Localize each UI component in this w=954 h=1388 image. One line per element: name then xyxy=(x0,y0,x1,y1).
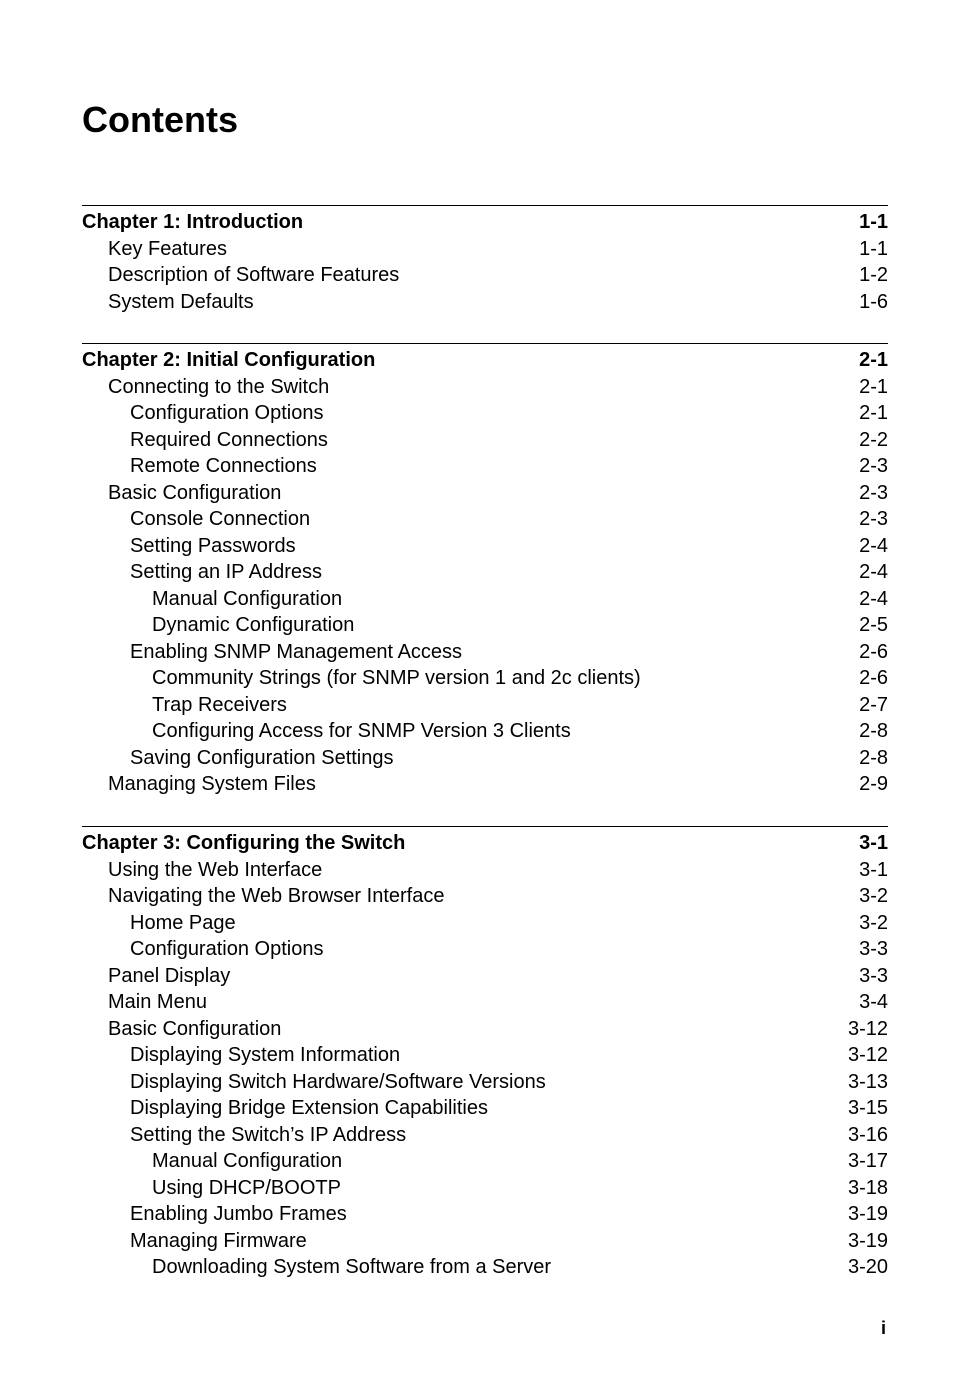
toc-page-ref: 2-3 xyxy=(859,481,888,504)
toc-page-ref: 3-1 xyxy=(859,858,888,881)
toc-page-ref: 3-3 xyxy=(859,938,888,960)
toc-entry-text: Home Page xyxy=(130,911,236,934)
toc-entry-text: Connecting to the Switch xyxy=(108,375,330,398)
toc-entry-text: Using DHCP/BOOTP xyxy=(152,1176,341,1199)
toc-entry-text: Key Features xyxy=(108,237,227,260)
toc-page-ref: 1-1 xyxy=(859,211,888,233)
toc-entry[interactable] xyxy=(82,883,888,910)
toc-page-ref: 3-20 xyxy=(847,1256,888,1278)
toc-entry-text: System Defaults xyxy=(108,290,254,313)
toc-entry-text: Configuration Options xyxy=(130,938,324,960)
page-title: Contents xyxy=(82,99,238,140)
toc-entry[interactable] xyxy=(82,1016,888,1043)
toc-page-ref: 2-7 xyxy=(859,693,888,716)
toc-entry[interactable] xyxy=(82,745,888,772)
toc-entry-text: Panel Display xyxy=(108,964,231,987)
toc-entry[interactable] xyxy=(82,533,888,560)
toc-heading-text: Chapter 2: Initial Configuration xyxy=(82,349,376,371)
toc-entry-text: Managing Firmware xyxy=(130,1229,307,1252)
toc-entry[interactable] xyxy=(82,936,888,963)
toc-entry-text: Setting Passwords xyxy=(130,534,296,557)
toc-entry[interactable] xyxy=(82,262,888,289)
toc-entry[interactable] xyxy=(82,1228,888,1255)
toc-page-ref: 2-3 xyxy=(859,455,888,477)
toc-entry[interactable] xyxy=(82,639,888,666)
toc-entry[interactable] xyxy=(82,1201,888,1228)
toc-page-ref: 2-1 xyxy=(859,402,888,424)
chapter-1-section xyxy=(82,205,888,315)
toc-page-ref: 3-16 xyxy=(847,1123,888,1146)
chapter-3-section xyxy=(82,826,888,1281)
toc-page-ref: 2-8 xyxy=(859,720,888,742)
toc-entry[interactable] xyxy=(82,963,888,990)
toc-entry-text: Configuring Access for SNMP Version 3 Clients xyxy=(152,720,571,742)
toc-entry-text: Downloading System Software from a Server xyxy=(152,1256,552,1278)
toc-entry-text: Managing System Files xyxy=(108,773,316,795)
toc-entry-text: Configuration Options xyxy=(130,402,324,424)
chapter-2-section xyxy=(82,343,888,798)
toc-entry-text: Saving Configuration Settings xyxy=(130,746,394,769)
toc-entry[interactable] xyxy=(82,559,888,586)
toc-entry-text: Setting an IP Address xyxy=(130,561,322,583)
toc-page-ref: 1-6 xyxy=(859,290,888,313)
toc-page-ref: 2-4 xyxy=(859,534,888,557)
page-number: i xyxy=(880,1318,886,1338)
toc-entry[interactable] xyxy=(82,289,888,316)
toc-chapter-heading[interactable] xyxy=(82,209,888,236)
toc-entry-text: Displaying Switch Hardware/Software Versions xyxy=(130,1070,546,1093)
toc-page-ref: 2-2 xyxy=(859,428,888,451)
toc-entry-text: Required Connections xyxy=(130,428,328,451)
toc-entry[interactable] xyxy=(82,857,888,884)
toc-entry[interactable] xyxy=(82,1122,888,1149)
toc-heading-text: Chapter 1: Introduction xyxy=(82,211,304,233)
toc-page-ref: 3-2 xyxy=(859,911,888,934)
toc-page-ref: 3-17 xyxy=(847,1150,888,1172)
toc-entry-text: Trap Receivers xyxy=(152,693,287,716)
toc-entry-text: Manual Configuration xyxy=(152,587,343,610)
toc-page-ref: 2-1 xyxy=(859,349,888,371)
toc-entry-text: Enabling Jumbo Frames xyxy=(130,1203,347,1225)
toc-page-ref: 1-1 xyxy=(859,237,888,260)
toc-entry[interactable] xyxy=(82,236,888,263)
toc-entry[interactable] xyxy=(82,1095,888,1122)
toc-entry[interactable] xyxy=(82,692,888,719)
toc-page-ref: 3-19 xyxy=(847,1229,888,1252)
toc-entry[interactable] xyxy=(82,427,888,454)
toc-entry-text: Setting the Switch’s IP Address xyxy=(130,1123,407,1146)
toc-entry-text: Using the Web Interface xyxy=(108,858,323,881)
toc-entry-text: Basic Configuration xyxy=(108,481,282,504)
toc-entry-text: Remote Connections xyxy=(130,455,317,477)
toc-entry[interactable] xyxy=(82,1148,888,1175)
toc-page-ref: 1-2 xyxy=(859,264,888,286)
toc-page-ref: 3-2 xyxy=(859,885,888,907)
toc-heading-text: Chapter 3: Configuring the Switch xyxy=(82,832,406,854)
toc-entry-text: Displaying Bridge Extension Capabilities xyxy=(130,1097,488,1119)
toc-entry-text: Navigating the Web Browser Interface xyxy=(108,885,445,907)
toc-entry[interactable] xyxy=(82,1042,888,1069)
toc-page-ref: 2-8 xyxy=(859,746,888,769)
toc-entry[interactable] xyxy=(82,1254,888,1281)
toc-entry[interactable] xyxy=(82,374,888,401)
toc-chapter-heading[interactable] xyxy=(82,347,888,374)
toc-entry[interactable] xyxy=(82,400,888,427)
toc-page-ref: 2-4 xyxy=(859,587,888,610)
toc-entry[interactable] xyxy=(82,989,888,1016)
toc-entry[interactable] xyxy=(82,771,888,798)
toc-page-ref: 3-3 xyxy=(859,964,888,987)
toc-entry[interactable] xyxy=(82,1069,888,1096)
toc-entry-text: Manual Configuration xyxy=(152,1150,343,1172)
toc-entry-text: Community Strings (for SNMP version 1 and 2c clients) xyxy=(152,667,641,689)
toc-entry-text: Console Connection xyxy=(130,508,311,530)
toc-page-ref: 3-1 xyxy=(859,832,888,854)
toc-page-ref: 3-12 xyxy=(847,1017,888,1040)
toc-entry[interactable] xyxy=(82,480,888,507)
toc-page-ref: 3-15 xyxy=(847,1097,888,1119)
toc-page-ref: 2-1 xyxy=(859,375,888,398)
toc-entry[interactable] xyxy=(82,453,888,480)
toc-entry[interactable] xyxy=(82,718,888,745)
toc-page-ref: 3-18 xyxy=(847,1176,888,1199)
toc-entry[interactable] xyxy=(82,665,888,692)
toc-entry-text: Main Menu xyxy=(108,991,207,1013)
toc-entry[interactable] xyxy=(82,910,888,937)
toc-entry-text: Description of Software Features xyxy=(108,264,400,286)
toc-page-ref: 3-13 xyxy=(847,1070,888,1093)
toc-page-ref: 2-9 xyxy=(859,773,888,795)
toc-page-ref: 2-6 xyxy=(859,640,888,663)
toc-entry[interactable] xyxy=(82,612,888,639)
toc-entry-text: Dynamic Configuration xyxy=(152,614,355,636)
toc-page-ref: 3-19 xyxy=(847,1203,888,1225)
toc-entry[interactable] xyxy=(82,506,888,533)
toc-page-ref: 3-4 xyxy=(859,991,888,1013)
toc-entry-text: Basic Configuration xyxy=(108,1017,282,1040)
toc-chapter-heading[interactable] xyxy=(82,830,888,857)
toc-page-ref: 2-3 xyxy=(859,508,888,530)
toc-entry-text: Enabling SNMP Management Access xyxy=(130,640,463,663)
toc-page-ref: 2-5 xyxy=(859,614,888,636)
toc-entry[interactable] xyxy=(82,1175,888,1202)
toc-page-ref: 3-12 xyxy=(847,1044,888,1066)
toc-entry-text: Displaying System Information xyxy=(130,1044,401,1066)
toc-page-ref: 2-4 xyxy=(859,561,888,583)
toc-entry[interactable] xyxy=(82,586,888,613)
toc-page-ref: 2-6 xyxy=(859,667,888,689)
